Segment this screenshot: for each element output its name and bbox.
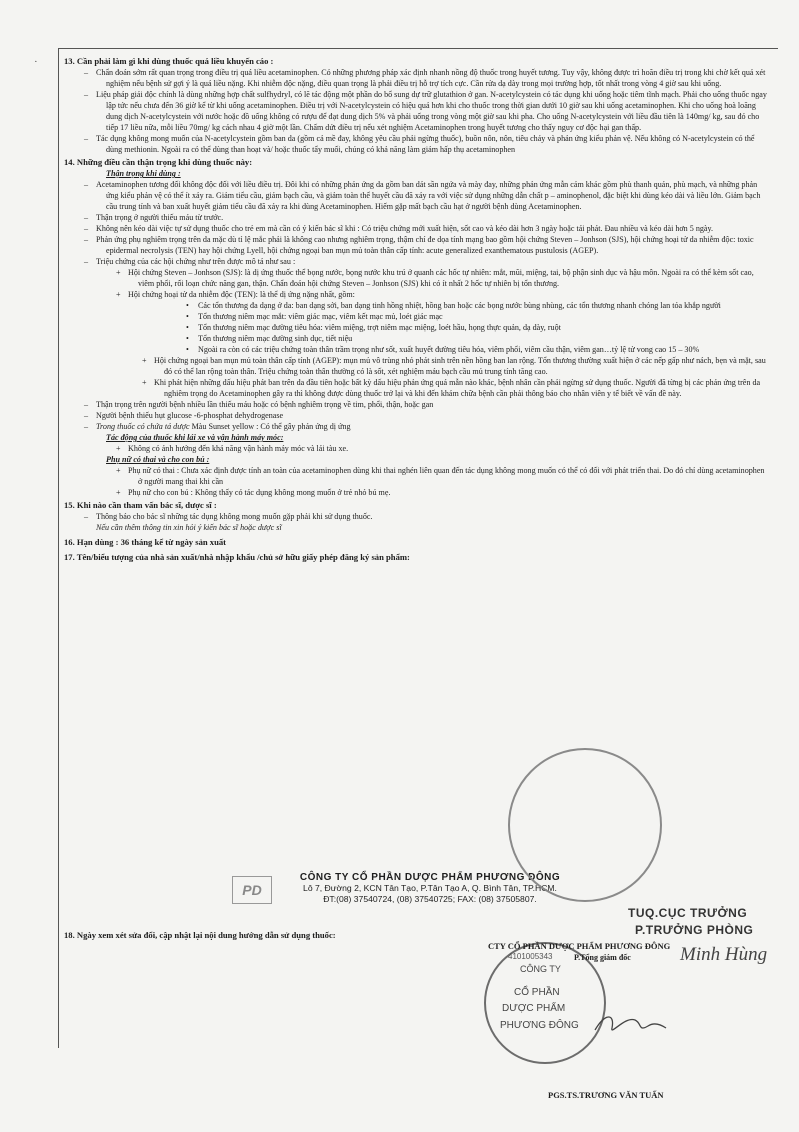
stamp-line-4: PHƯƠNG ĐÔNG (500, 1020, 579, 1031)
margin-mark: · (34, 56, 38, 68)
approval-line-1: TUQ.CỤC TRƯỞNG (628, 906, 748, 920)
handwritten-signature (590, 1008, 670, 1038)
stamp-line-2: CỔ PHẦN (514, 987, 560, 998)
s14-bullet: + Phụ nữ cho con bú : Không thấy có tác dụng không mong muốn ở trẻ nhỏ bú mẹ. (128, 487, 769, 498)
approval-line-2: P.TRƯỞNG PHÒNG (635, 923, 754, 937)
stamp-code: 4101005343 (508, 952, 553, 961)
signatory-org: CTY CỔ PHẦN DƯỢC PHẨM PHƯƠNG ĐÔNG (488, 941, 671, 951)
s14-bullet: + Hội chứng hoại tử da nhiễm độc (TEN): là thể dị ứng nặng nhất, gồm: (128, 289, 769, 300)
approval-seal (508, 748, 662, 902)
s14-paragraph: – Thận trọng trên người bệnh nhiều lần thiếu máu hoặc có bệnh nghiêm trọng về tim, phổi, thận, hoặc gan (96, 399, 769, 410)
s14-subheading: Tác động của thuốc khi lái xe và vận hành máy móc: (106, 433, 284, 442)
s14-dot-item: • Tổn thương niêm mạc mắt: viêm giác mạc, viêm kết mạc mủ, loét giác mạc (194, 311, 769, 322)
s14-paragraph (96, 421, 769, 432)
leaflet-text (64, 54, 769, 563)
company-logo: PD (232, 876, 272, 904)
s13-paragraph: – Liệu pháp giải độc chính là dùng những hợp chất sulfhydryl, có lẽ tác động một phần do bổ sung dự trữ glutathion ở gan. N-acetylcystein có tác dụng khi uống hoặc tiêm tĩnh mạch. Phải cho uống thuốc ngay lập tức nếu chưa đến 36 giờ kể từ khi uống acetaminophen. Điều trị với N-acetylcystein có hiệu quả hơn khi cho thuốc trong thời gian dưới 10 giờ sau khi uống acetaminophen. Khi cho uống hoà loãng dung dịch N-acetylcystein với nước hoặc đồ uống không có rượu để đạt dung dịch 5% và phải uống trong vòng một giờ sau khi pha. Cho uống N-acetylcystein với liều đầu tiên là 140mg/ kg, sau đó cho tiếp 17 liều nữa, mỗi liều 70mg/ kg cách nhau 4 giờ một lần. Chấm dứt điều trị nếu xét nghiệm Acetaminophen trong huyết tương cho thấy nguy cơ độc hại gan thấp. (96, 89, 769, 133)
signatory-role: P.Tổng giám đốc (574, 953, 631, 962)
company-name: CÔNG TY CỔ PHẦN DƯỢC PHẨM PHƯƠNG ĐÔNG (299, 872, 561, 883)
s14-subheading: Phụ nữ có thai và cho con bú : (106, 455, 210, 464)
s14-paragraph: – Phản ứng phụ nghiêm trọng trên da mặc dù tỉ lệ mắc phải là không cao nhưng nghiêm trọng, thậm chí đe dọa tính mạng bao gồm hội chứng Steven – Jonhson (SJS), hội chứng hoại tử da nhiễm độc: toxic epidermal necrolysis (TEN) hay hội chứng Lyell, hội chứng ngoại ban mụn mủ toàn thân cấp tính: acute generalized exanthematous pustulosis (AGEP). (96, 234, 769, 256)
stamp-line-1: CÔNG TY (520, 964, 561, 974)
s13-paragraph: – Chẩn đoán sớm rất quan trọng trong điều trị quá liều acetaminophen. Có những phương pháp xác định nhanh nồng độ thuốc trong huyết tương. Tuy vậy, không được trì hoãn điều trị trong khi chờ kết quả xét nghiệm nếu bệnh sử gợi ý là quá liều nặng. Khi nhiễm độc nặng, điều quan trọng là phải điều trị hỗ trợ tích cực. Cần rửa dạ dày trong mọi trường hợp, tốt nhất trong vòng 4 giờ sau khi uống. (96, 67, 769, 89)
s14-dot-item: • Ngoài ra còn có các triệu chứng toàn thân trầm trọng như sốt, xuất huyết đường tiêu hóa, viêm phổi, viêm cầu thận, viêm gan…tỷ lệ tử vong cao 15 – 30% (194, 344, 769, 355)
s14-paragraph: – Người bệnh thiếu hụt glucose -6-phosphat dehydrogenase (96, 410, 769, 421)
s14-bullet: + Hội chứng Steven – Jonhson (SJS): là dị ứng thuốc thể bọng nước, bọng nước khu trú ở quanh các hốc tự nhiên: mắt, mũi, miệng, tai, bộ phận sinh dục và hậu môn. Ngoài ra có thể kèm sốt cao, viêm phổi, rối loạn chức năng gan, thận. Chẩn đoán hội chứng Steven – Jonhson (SJS) khi có ít nhất 2 hốc tự nhiên bị tổn thương. (128, 267, 769, 289)
excipient-text: Màu Sunset yellow : Có thể gây phản ứng dị ứng (191, 422, 351, 431)
s14-paragraph: – Triệu chứng của các hội chứng như trên được mô tả như sau : (96, 256, 769, 267)
s14-dot-item: • Tổn thương niêm mạc đường sinh dục, tiết niệu (194, 333, 769, 344)
stamp-line-3: DƯỢC PHẨM (502, 1003, 566, 1014)
company-contact: ĐT:(08) 37540724, (08) 37540725; FAX: (08) 37505807. (323, 894, 537, 904)
s14-bullet: + Khi phát hiện những dấu hiệu phát ban trên da đầu tiên hoặc bất kỳ dấu hiệu phản ứng quá mẫn nào khác, bệnh nhân cần phải ngừng sử dụng thuốc. Người đã từng bị các phản ứng trên da nghiêm trọng do Acetaminophen gây ra thì không được dùng thuốc trở lại và khi đến khám chữa bệnh cần phải thông báo cho nhân viên y tế biết về vấn đề này. (154, 377, 769, 399)
section-14-title: 14. Những điều cần thận trọng khi dùng thuốc này: (64, 157, 253, 167)
s15-note: Nếu cần thêm thông tin xin hỏi ý kiến bác sĩ hoặc dược sĩ (96, 523, 282, 532)
excipient-label: Trong thuốc có chứa tá dược (96, 422, 190, 431)
approval-signature: Minh Hùng (680, 944, 768, 965)
section-16-title: 16. Hạn dùng : 36 tháng kể từ ngày sản xuất (64, 537, 227, 547)
s14-paragraph: – Không nên kéo dài việc tự sử dụng thuốc cho trẻ em mà cần có ý kiến bác sĩ khi : Có triệu chứng mới xuất hiện, sốt cao và kéo dài hơn 3 ngày hoặc tái phát. Đau nhiều và kéo dài hơn 5 ngày. (96, 223, 769, 234)
s14-paragraph: – Thận trọng ở người thiếu máu từ trước. (96, 212, 769, 223)
company-address: Lô 7, Đường 2, KCN Tân Tạo, P.Tân Tạo A, Q. Bình Tân, TP.HCM. (303, 883, 557, 893)
section-17-title: 17. Tên/biểu tượng của nhà sản xuất/nhà nhập khẩu /chủ sở hữu giấy phép đăng ký sản phẩm: (64, 552, 410, 562)
s14-bullet: + Phụ nữ có thai : Chưa xác định được tính an toàn của acetaminophen dùng khi thai nghén liên quan đến tác dụng không mong muốn có thể có đối với phát triển thai. Do đó chỉ dùng acetaminophen ở người mang thai khi cần (128, 465, 769, 487)
s14-dot-item: • Tổn thương niêm mạc đường tiêu hóa: viêm miệng, trợt niêm mạc miệng, loét hầu, họng thực quản, dạ dày, ruột (194, 322, 769, 333)
s14-bullet: + Hội chứng ngoại ban mụn mủ toàn thân cấp tính (AGEP): mụn mủ vô trùng nhỏ phát sinh trên nền hồng ban lan rộng. Tổn thương thường xuất hiện ở các nếp gấp như nách, bẹn và mặt, sau đó có thể lan rộng toàn thân. Triệu chứng toàn thân thường có là sốt, xét nghiệm máu bạch cầu mủ trung tính tăng cao. (154, 355, 769, 377)
s14-subheading: Thận trọng khi dùng : (106, 169, 181, 178)
s14-paragraph: – Acetaminophen tương đối không độc đối với liều điều trị. Đôi khi có những phản ứng da gồm ban dát sần ngứa và mày đay, những phản ứng mẫn cảm khác gồm phù thanh quản, phù mạch, và những phản ứng kiểu phản vệ có thể ít xảy ra. Giảm tiểu cầu, giảm bạch cầu, và giảm toàn thể huyết cầu đã xảy ra với việc sử dụng những dẫn chất p – aminophenol, đặc biệt khi dùng kéo dài và liều lớn. Giảm bạch cầu trung tính và ban xuất huyết giảm tiểu cầu đã xảy ra khi dùng Acetaminophen. Hiếm gặp mất bạch cầu hạt ở người bệnh dùng Acetaminophen. (96, 179, 769, 212)
section-15-title: 15. Khi nào cần tham vấn bác sĩ, dược sĩ : (64, 500, 217, 510)
section-18-title: 18. Ngày xem xét sửa đổi, cập nhật lại nội dung hướng dẫn sử dụng thuốc: (64, 930, 336, 940)
signatory-name: PGS.TS.TRƯƠNG VĂN TUẤN (548, 1090, 664, 1100)
left-border-line (58, 48, 59, 1048)
top-border-line (58, 48, 778, 49)
s15-paragraph: – Thông báo cho bác sĩ những tác dụng không mong muốn gặp phải khi sử dụng thuốc. (96, 511, 769, 522)
s14-dot-item: • Các tổn thương đa dạng ở da: ban dạng sởi, ban dạng tinh hồng nhiệt, hồng ban hoặc các bọng nước bùng nhùng, các tổn thương nhanh chóng lan tỏa khắp người (194, 300, 769, 311)
s14-bullet: + Không có ảnh hưởng đến khả năng vận hành máy móc và lái tàu xe. (128, 443, 769, 454)
s13-paragraph: – Tác dụng không mong muốn của N-acetylcystein gồm ban da (gồm cả mề đay, không yêu cầu phải ngừng thuốc), buồn nôn, nôn, tiêu chảy và phản ứng kiểu phản vệ. Nếu không có N-acetylcystein có thể dùng methionin. Ngoài ra có thể dùng than hoạt và/ hoặc thuốc tẩy muối, chúng có khả năng làm giảm hấp thụ acetaminophen (96, 133, 769, 155)
section-13-title: 13. Cần phải làm gì khi dùng thuốc quá liều khuyến cáo : (64, 56, 274, 66)
